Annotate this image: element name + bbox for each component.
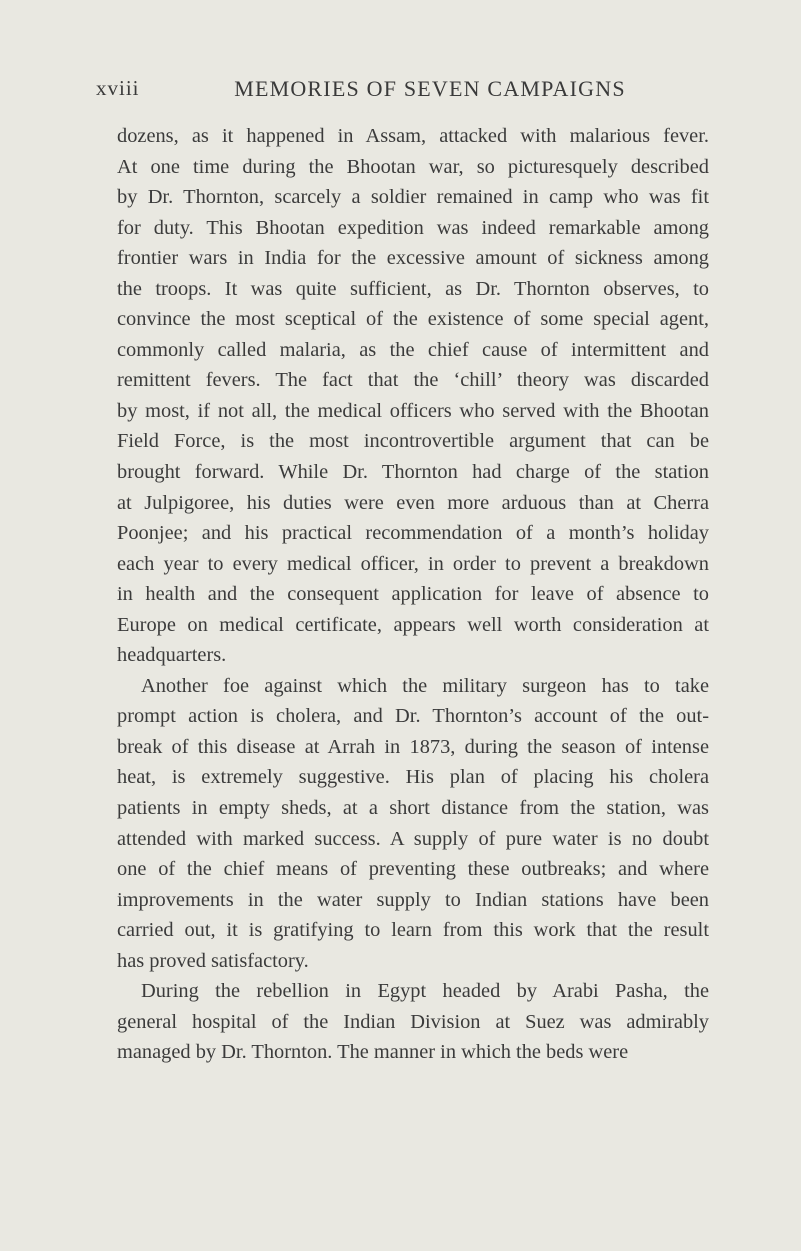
text-line: headquarters. xyxy=(117,644,227,667)
paragraph xyxy=(117,976,709,1068)
text-line: at Julpigoree, his duties were even more arduous than at Cherra xyxy=(117,491,709,514)
text-line: by most, if not all, the medical officers who served with the Bhootan xyxy=(117,399,709,422)
text-line: each year to every medical officer, in order to prevent a breakdown xyxy=(117,552,709,575)
text-line: break of this disease at Arrah in 1873, during the season of intense xyxy=(117,735,709,758)
text-line: heat, is extremely suggestive. His plan of placing his cholera xyxy=(117,766,709,789)
paragraph xyxy=(117,671,709,976)
text-line: for duty. This Bhootan expedition was indeed remarkable among xyxy=(117,216,709,239)
text-line: patients in empty sheds, at a short distance from the station, was xyxy=(117,797,709,820)
paragraph xyxy=(117,121,709,671)
text-line: one of the chief means of preventing these outbreaks; and where xyxy=(117,858,709,881)
text-line: frontier wars in India for the excessive amount of sickness among xyxy=(117,247,709,270)
text-line: convince the most sceptical of the existence of some special agent, xyxy=(117,308,709,331)
text-line: attended with marked success. A supply of pure water is no doubt xyxy=(117,827,709,850)
text-line: in health and the consequent application for leave of absence to xyxy=(117,583,709,606)
page-header xyxy=(96,76,716,108)
text-line: Field Force, is the most incontrovertible argument that can be xyxy=(117,430,709,453)
text-line: prompt action is cholera, and Dr. Thornton’s account of the out- xyxy=(117,705,709,728)
text-line: commonly called malaria, as the chief cause of intermittent and xyxy=(117,338,709,361)
text-line: brought forward. While Dr. Thornton had charge of the station xyxy=(117,461,709,484)
text-line: improvements in the water supply to Indian stations have been xyxy=(117,888,709,911)
text-line: the troops. It was quite sufficient, as Dr. Thornton observes, to xyxy=(117,277,709,300)
text-line: general hospital of the Indian Division at Suez was admirably xyxy=(117,1010,709,1033)
text-line: dozens, as it happened in Assam, attacked with malarious fever. xyxy=(117,125,709,147)
running-title: MEMORIES OF SEVEN CAMPAIGNS xyxy=(234,76,626,101)
text-line: managed by Dr. Thornton. The manner in which the beds were xyxy=(117,1041,629,1064)
text-line: Europe on medical certificate, appears well worth consideration at xyxy=(117,613,709,636)
body-text xyxy=(117,121,709,1068)
text-line: During the rebellion in Egypt headed by Arabi Pasha, the xyxy=(141,980,709,1003)
text-line: by Dr. Thornton, scarcely a soldier remained in camp who was fit xyxy=(117,186,709,209)
text-line: Poonjee; and his practical recommendation of a month’s holiday xyxy=(117,522,709,545)
text-line: has proved satisfactory. xyxy=(117,949,309,972)
text-line: carried out, it is gratifying to learn from this work that the result xyxy=(117,919,709,942)
text-line: remittent fevers. The fact that the ‘chill’ theory was discarded xyxy=(117,369,709,392)
text-line: Another foe against which the military surgeon has to take xyxy=(141,674,709,697)
page-number: xviii xyxy=(96,76,140,100)
text-line: At one time during the Bhootan war, so picturesquely described xyxy=(117,155,709,178)
